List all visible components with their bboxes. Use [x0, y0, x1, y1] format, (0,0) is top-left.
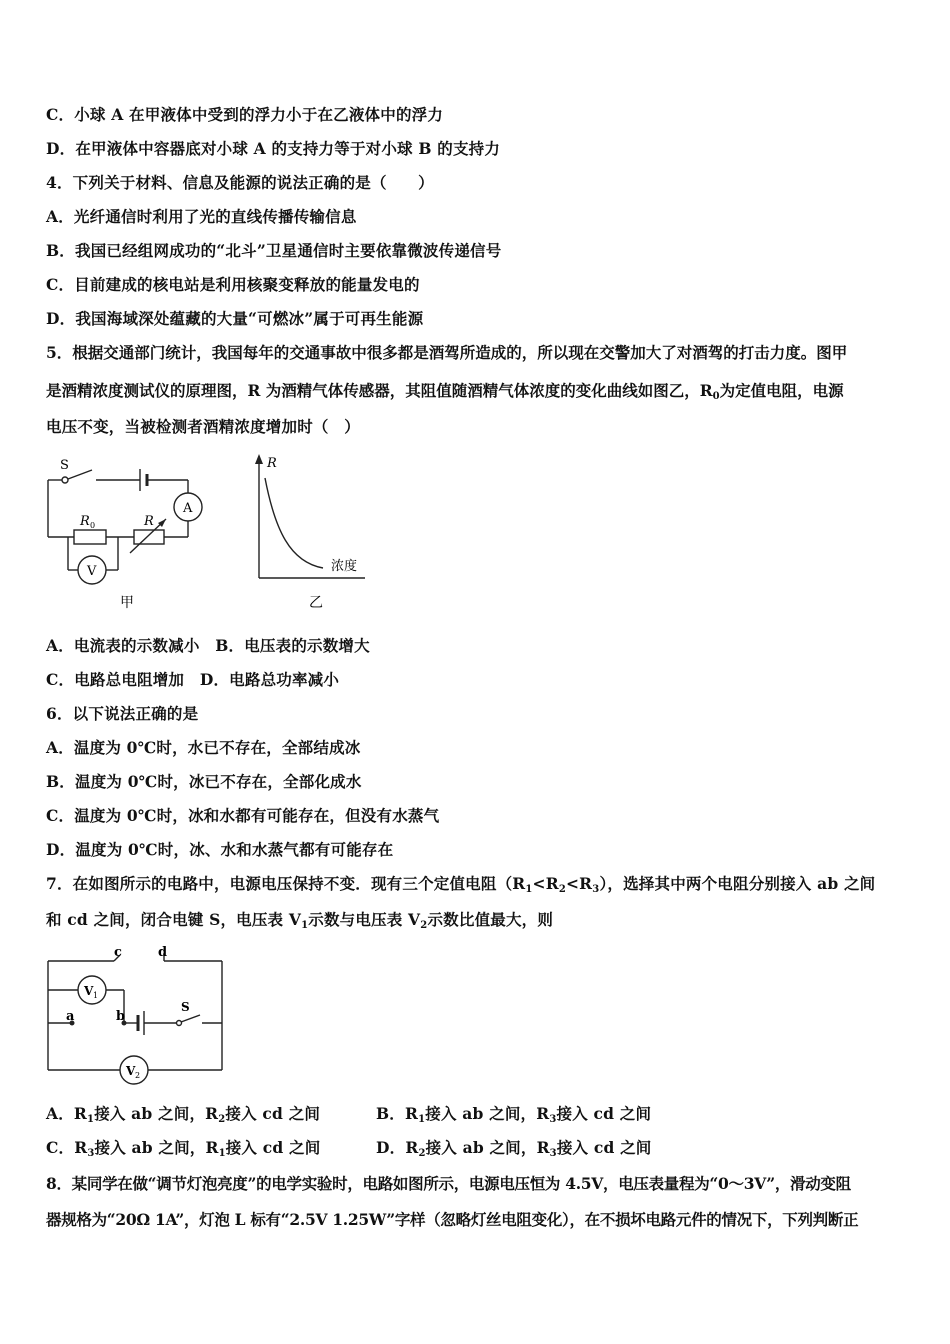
q7-b-sub2: 3 — [549, 1114, 557, 1125]
q7-d-sub1: 2 — [418, 1148, 426, 1159]
q7-lt-1: <R — [532, 874, 559, 893]
q7-stem-text: 7．在如图所示的电路中，电源电压保持不变．现有三个定值电阻（R — [46, 874, 526, 893]
q5-stem-line2-text: 是酒精浓度测试仪的原理图，R 为酒精气体传感器，其阻值随酒精气体浓度的变化曲线如图乙，R — [46, 381, 713, 400]
q7-lt-2: <R — [566, 874, 593, 893]
v1-label-subscript: 1 — [93, 991, 99, 1000]
q5-resistance-graph — [245, 450, 385, 615]
q7-option-d — [376, 1136, 652, 1159]
r0-label: R — [80, 514, 90, 529]
q7-stem-tail: ），选择其中两个电阻分别接入 ab 之间 — [599, 874, 876, 893]
ammeter-label: A — [183, 501, 193, 516]
q7-v2-subscript: 2 — [420, 920, 428, 931]
q6-option-b: B．温度为 0℃时，冰已不存在，全部化成水 — [46, 772, 362, 791]
q7-d-mid: 接入 ab 之间，R — [425, 1138, 550, 1157]
q5-r0-subscript: 0 — [712, 391, 720, 402]
terminal-d-label: d — [158, 945, 168, 960]
q5-options-cd: C．电路总电阻增加 D．电路总功率减小 — [46, 670, 340, 689]
q6-option-a: A．温度为 0℃时，水已不存在，全部结成冰 — [46, 738, 361, 757]
q7-c-pre: C．R — [46, 1138, 88, 1157]
q8-stem-line2: 器规格为“20Ω 1A”，灯泡 L 标有“2.5V 1.25W”字样（忽略灯丝电阻变化），在不损坏电路元件的情况下，下列判断正 — [46, 1210, 859, 1229]
q7-c-sub1: 3 — [87, 1148, 95, 1159]
q7-circuit-diagram — [40, 943, 240, 1093]
q5-circuit-diagram — [40, 455, 220, 615]
q7-c-mid: 接入 ab 之间，R — [94, 1138, 219, 1157]
q5-stem-line2 — [46, 379, 844, 402]
r-label: R — [144, 514, 154, 529]
q7-option-b — [376, 1102, 651, 1125]
q7-d-sub2: 3 — [549, 1148, 557, 1159]
q7-b-post: 接入 cd 之间 — [556, 1104, 652, 1123]
figure-jia-caption: 甲 — [120, 595, 134, 611]
q3-option-d: D．在甲液体中容器底对小球 A 的支持力等于对小球 B 的支持力 — [46, 139, 501, 158]
q7-d-pre: D．R — [376, 1138, 419, 1157]
y-axis-arrow-icon — [255, 454, 263, 464]
q7-stem2-tail: 示数比值最大，则 — [427, 910, 554, 929]
voltmeter-label: V — [87, 564, 97, 579]
q7-sub-1: 1 — [525, 884, 533, 895]
terminal-c-label: c — [114, 945, 122, 960]
q7-d-post: 接入 cd 之间 — [556, 1138, 652, 1157]
q7-b-sub1: 1 — [418, 1114, 426, 1125]
q7-a-sub1: 1 — [87, 1114, 95, 1125]
q7-option-a — [46, 1102, 320, 1125]
q7-stem-line1 — [46, 872, 875, 895]
q8-stem-line1: 8．某同学在做“调节灯泡亮度”的电学实验时，电路如图所示，电源电压恒为 4.5V，电压表量程为“0～3V”，滑动变阻 — [46, 1174, 851, 1193]
q6-stem: 6．以下说法正确的是 — [46, 704, 199, 723]
q3-option-c: C．小球 A 在甲液体中受到的浮力小于在乙液体中的浮力 — [46, 105, 444, 124]
switch-label-s: S — [60, 458, 69, 473]
r0-label-subscript: 0 — [90, 521, 96, 530]
q5-stem-line2-tail: 为定值电阻，电源 — [719, 381, 844, 400]
q7-b-mid: 接入 ab 之间，R — [425, 1104, 550, 1123]
q7-stem2-mid: 示数与电压表 V — [308, 910, 421, 929]
q4-option-d: D．我国海域深处蕴藏的大量“可燃冰”属于可再生能源 — [46, 309, 424, 328]
figure-yi-caption: 乙 — [309, 595, 323, 611]
q7-b-pre: B．R — [376, 1104, 419, 1123]
q4-option-a: A．光纤通信时利用了光的直线传播传输信息 — [46, 207, 357, 226]
q7-a-pre: A．R — [46, 1104, 88, 1123]
q7-c-post: 接入 cd 之间 — [225, 1138, 321, 1157]
q6-option-d: D．温度为 0℃时，冰、水和水蒸气都有可能存在 — [46, 840, 394, 859]
q6-option-c: C．温度为 0℃时，冰和水都有可能存在，但没有水蒸气 — [46, 806, 440, 825]
q7-sub-3: 3 — [592, 884, 600, 895]
q7-stem-line2 — [46, 908, 553, 931]
v2-label-subscript: 2 — [135, 1071, 141, 1080]
q7-c-sub2: 1 — [218, 1148, 226, 1159]
q7-v1-subscript: 1 — [301, 920, 309, 931]
q7-stem2-text: 和 cd 之间，闭合电键 S，电压表 V — [46, 910, 302, 929]
x-axis-label: 浓度 — [331, 559, 358, 574]
q7-a-mid: 接入 ab 之间，R — [94, 1104, 219, 1123]
q4-option-b: B．我国已经组网成功的“北斗”卫星通信时主要依靠微波传递信号 — [46, 241, 502, 260]
q7-a-post: 接入 cd 之间 — [225, 1104, 321, 1123]
q4-option-c: C．目前建成的核电站是利用核聚变释放的能量发电的 — [46, 275, 420, 294]
y-axis-label: R — [267, 456, 277, 471]
q7-sub-2: 2 — [558, 884, 566, 895]
terminal-a-label: a — [66, 1009, 75, 1024]
q5-stem-line3: 电压不变，当被检测者酒精浓度增加时（ ） — [46, 417, 361, 436]
terminal-b-label: b — [116, 1009, 126, 1024]
v1-label: V — [84, 984, 94, 998]
q5-stem-line1: 5．根据交通部门统计，我国每年的交通事故中很多都是酒驾所造成的，所以现在交警加大了对酒驾的打击力度。图甲 — [46, 343, 848, 362]
q4-stem: 4．下列关于材料、信息及能源的说法正确的是（ ） — [46, 173, 434, 192]
q7-a-sub2: 2 — [218, 1114, 226, 1125]
q5-options-ab: A．电流表的示数减小 B．电压表的示数增大 — [46, 636, 370, 655]
q7-option-c — [46, 1136, 320, 1159]
switch-label: S — [181, 1000, 190, 1014]
v2-label: V — [126, 1064, 136, 1078]
